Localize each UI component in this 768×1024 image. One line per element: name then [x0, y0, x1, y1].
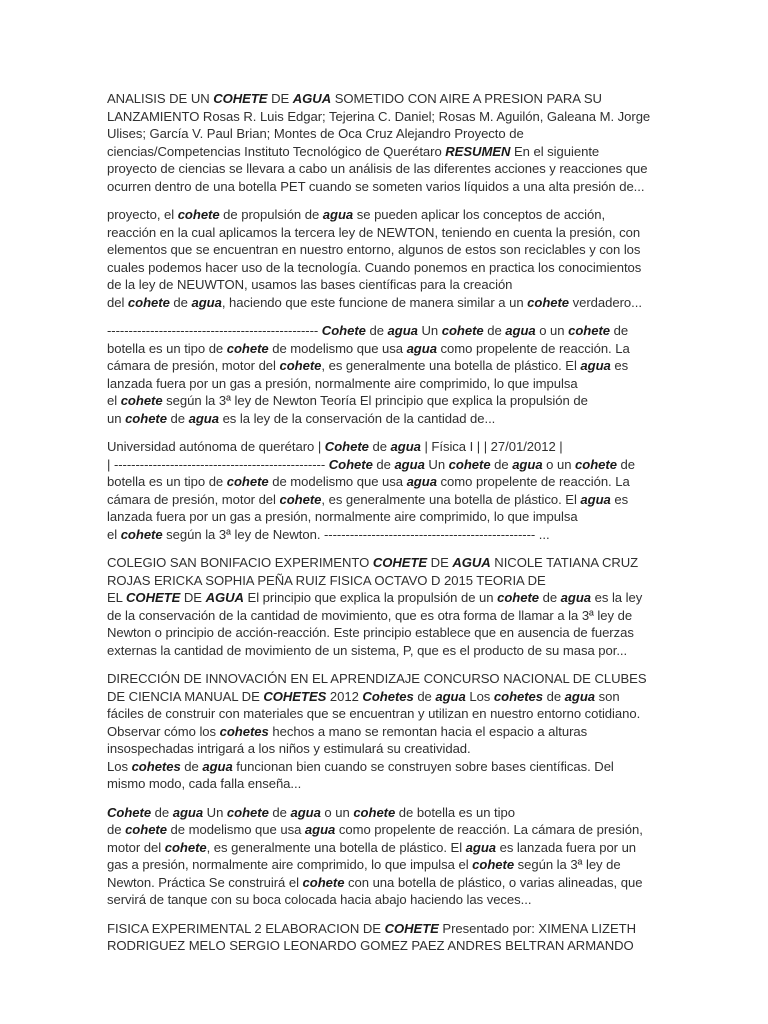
highlighted-keyword: COHETE — [126, 590, 181, 605]
snippet-text: de — [372, 456, 395, 472]
snippet-text: lanzada fuera por un gas a presión, normalmente aire comprimido, lo que impulsa — [107, 509, 578, 524]
snippet-line — [107, 143, 651, 161]
snippet-text: ------------------------------------------------- — [107, 323, 322, 338]
snippet-text: | Física I | | 27/01/2012 | — [420, 439, 563, 454]
snippet-text: Observar cómo los — [107, 723, 220, 739]
snippet-text: Los — [465, 688, 494, 704]
highlighted-keyword: cohetes — [131, 758, 181, 774]
snippet-text: de modelismo que usa — [268, 340, 407, 356]
snippet-text: de — [107, 822, 126, 837]
snippet-text: o un — [535, 323, 569, 338]
highlighted-keyword: agua — [406, 474, 437, 489]
snippet-text: FISICA EXPERIMENTAL 2 ELABORACION DE — [107, 920, 385, 936]
snippet-line — [107, 160, 651, 178]
snippet-line — [107, 705, 651, 723]
result-snippet — [107, 90, 651, 195]
snippet-text: Un — [424, 456, 449, 472]
snippet-text: servirá de tanque con su boca colocada hacia abajo haciendo las veces... — [107, 892, 532, 907]
snippet-line — [107, 357, 651, 375]
highlighted-keyword: agua — [505, 323, 536, 338]
snippet-text: de la conservación de la cantidad de movimiento, que es otra forma de llamar a la 3ª ley de — [107, 607, 633, 623]
snippet-text: reacción en la cual aplicamos la tercera ley de NEWTON, teniendo en cuenta la presión, con — [107, 224, 641, 240]
snippet-line — [107, 804, 651, 822]
snippet-text: Los — [107, 758, 132, 774]
snippet-line — [107, 392, 651, 410]
highlighted-keyword: agua — [564, 688, 596, 704]
highlighted-keyword: agua — [390, 439, 421, 454]
snippet-text: elementos que se encuentran en nuestro entorno, algunos de estos son reciclables y con los — [107, 242, 641, 257]
highlighted-keyword: COHETES — [263, 688, 327, 704]
highlighted-keyword: Cohetes — [362, 688, 414, 704]
highlighted-keyword: cohete — [127, 294, 170, 310]
snippet-text: como propelente de reacción. La — [436, 340, 630, 356]
highlighted-keyword: agua — [560, 590, 592, 605]
snippet-text: ANALISIS DE UN — [107, 91, 214, 106]
snippet-text: 2012 — [326, 688, 363, 704]
highlighted-keyword: RESUMEN — [445, 143, 511, 159]
snippet-line — [107, 294, 651, 312]
result-snippet — [107, 920, 651, 955]
snippet-line — [107, 90, 651, 108]
snippet-text: Newton. Práctica Se construirá el — [107, 874, 303, 890]
snippet-text: En el siguiente — [510, 143, 600, 159]
snippet-text: o un — [320, 804, 354, 820]
snippet-text: NICOLE TATIANA CRUZ — [490, 555, 639, 570]
snippet-line — [107, 206, 651, 224]
snippet-text: cámara de presión, motor del — [107, 491, 280, 507]
highlighted-keyword: cohete — [164, 839, 207, 855]
snippet-text: , es generalmente una botella de plástico. El — [321, 491, 581, 507]
snippet-text: como propelente de reacción. La cámara de presión, — [335, 822, 643, 837]
snippet-text: se pueden aplicar los conceptos de acción, — [353, 207, 606, 222]
highlighted-keyword: agua — [304, 822, 336, 837]
result-snippet — [107, 804, 651, 909]
snippet-text: Newton o principio de acción-reacción. Este principio establece que en ausencia de fuerzas — [107, 625, 634, 640]
snippet-line — [107, 758, 651, 776]
snippet-text: externas la cantidad de movimiento de un sistema, P, que es el producto de su masa por... — [107, 642, 628, 658]
snippet-text: SOMETIDO CON AIRE A PRESION PARA SU — [331, 91, 602, 106]
snippet-line — [107, 607, 651, 625]
snippet-text: es la ley — [591, 590, 643, 605]
snippet-text: según la 3ª ley de Newton. ------------------------------------------------- ... — [162, 526, 550, 542]
snippet-text: EL — [107, 590, 127, 605]
highlighted-keyword: cohetes — [219, 723, 269, 739]
snippet-text: o un — [542, 456, 576, 472]
snippet-text: , es generalmente una botella de plástico. El — [206, 839, 466, 855]
snippet-line — [107, 438, 651, 456]
snippet-text: motor del — [107, 839, 165, 855]
highlighted-keyword: agua — [172, 804, 204, 820]
highlighted-keyword: AGUA — [292, 91, 332, 106]
highlighted-keyword: agua — [580, 491, 611, 507]
highlighted-keyword: cohete — [575, 456, 617, 472]
snippet-text: de — [483, 323, 506, 338]
highlighted-keyword: agua — [322, 207, 354, 222]
snippet-line — [107, 108, 651, 126]
highlighted-keyword: cohete — [177, 207, 220, 222]
snippet-line — [107, 572, 651, 590]
snippet-text: verdadero... — [569, 294, 642, 310]
snippet-text: de — [368, 439, 391, 454]
snippet-line — [107, 322, 651, 340]
highlighted-keyword: cohete — [441, 323, 484, 338]
highlighted-keyword: cohete — [448, 456, 491, 472]
snippet-text: funcionan bien cuando se construyen sobre bases científicas. Del — [232, 758, 614, 774]
highlighted-keyword: COHETE — [384, 920, 439, 936]
snippet-text: DE — [267, 91, 293, 106]
snippet-text: es — [610, 491, 629, 507]
snippet-line — [107, 473, 651, 491]
result-snippet — [107, 438, 651, 543]
snippet-text: de la ley de NEUWTON, usamos las bases científicas para la creación — [107, 277, 513, 292]
snippet-text: de — [169, 294, 192, 310]
snippet-line — [107, 340, 651, 358]
snippet-text: DE CIENCIA MANUAL DE — [107, 688, 264, 704]
highlighted-keyword: cohete — [279, 358, 322, 373]
snippet-text: es lanzada fuera por un — [496, 839, 637, 855]
snippet-text: de — [543, 688, 565, 704]
snippet-text: insospechadas intrigará a los niños y estimulará su creatividad. — [107, 741, 471, 756]
snippet-text: Ulises; García V. Paul Brian; Montes de Oca Cruz Alejandro Proyecto de — [107, 126, 524, 141]
highlighted-keyword: agua — [580, 358, 611, 373]
highlighted-keyword: agua — [512, 456, 543, 472]
snippet-text: de — [268, 804, 291, 820]
highlighted-keyword: cohete — [226, 340, 269, 356]
snippet-text: de modelismo que usa — [268, 474, 407, 489]
snippet-line — [107, 125, 651, 143]
snippet-text: cámara de presión, motor del — [107, 358, 280, 373]
snippet-text: botella es un tipo de — [107, 474, 227, 489]
snippet-text: Un — [203, 804, 227, 820]
snippet-text: hechos a mano se remontan hacia el espacio a alturas — [268, 723, 588, 739]
snippet-text: de — [539, 590, 561, 605]
highlighted-keyword: cohete — [125, 410, 167, 426]
highlighted-keyword: agua — [188, 410, 219, 426]
snippet-line — [107, 624, 651, 642]
snippet-text: de propulsión de — [219, 207, 323, 222]
snippet-line — [107, 839, 651, 857]
highlighted-keyword: cohete — [302, 874, 345, 890]
snippet-line — [107, 178, 651, 196]
snippet-line — [107, 891, 651, 909]
snippet-text: DE — [427, 555, 453, 570]
snippet-text: un — [107, 410, 126, 426]
highlighted-keyword: Cohete — [328, 456, 373, 472]
highlighted-keyword: agua — [406, 340, 437, 356]
snippet-text: DIRECCIÓN DE INNOVACIÓN EN EL APRENDIZAJE CONCURSO NACIONAL DE CLUBES — [107, 671, 647, 686]
snippet-text: botella es un tipo de — [107, 340, 227, 356]
highlighted-keyword: cohete — [527, 294, 570, 310]
highlighted-keyword: COHETE — [213, 91, 268, 106]
snippet-text: son — [595, 688, 620, 704]
highlighted-keyword: agua — [465, 839, 497, 855]
snippet-text: LANZAMIENTO Rosas R. Luis Edgar; Tejerina C. Daniel; Rosas M. Aguilón, Galeana M. Jorge — [107, 108, 651, 124]
highlighted-keyword: cohetes — [493, 688, 544, 704]
highlighted-keyword: cohete — [226, 804, 269, 820]
highlighted-keyword: agua — [290, 804, 321, 820]
snippet-text: de — [610, 323, 629, 338]
snippet-line — [107, 775, 651, 793]
snippet-text: cuales podemos hacer uso de la tecnología. Cuando ponemos en practica los conocimientos — [107, 259, 642, 275]
snippet-text: Presentado por: XIMENA LIZETH — [438, 920, 636, 936]
highlighted-keyword: COHETE — [372, 555, 428, 570]
highlighted-keyword: cohete — [226, 474, 269, 489]
snippet-text: de — [151, 804, 173, 820]
snippet-line — [107, 723, 651, 741]
snippet-line — [107, 920, 651, 938]
highlighted-keyword: AGUA — [452, 555, 491, 570]
snippet-text: de — [365, 323, 388, 338]
snippet-text: de — [180, 758, 203, 774]
snippet-text: proyecto, el — [107, 207, 178, 222]
highlighted-keyword: Cohete — [324, 439, 369, 454]
snippet-text: , haciendo que este funcione de manera similar a un — [221, 294, 528, 310]
snippet-text: según la 3ª ley de — [514, 857, 621, 872]
snippet-line — [107, 554, 651, 572]
snippet-line — [107, 526, 651, 544]
snippet-text: proyecto de ciencias se llevara a cabo un análisis de las diferentes acciones y reacciones que — [107, 161, 648, 176]
snippet-text: Un — [417, 323, 442, 338]
result-snippet — [107, 322, 651, 427]
highlighted-keyword: cohete — [497, 590, 540, 605]
highlighted-keyword: agua — [435, 688, 466, 704]
snippet-text: de botella es un tipo — [395, 804, 515, 820]
snippet-text: de — [413, 688, 436, 704]
snippet-text: ocurren dentro de una botella PET cuando se someten varios líquidos a una alta presión de... — [107, 178, 645, 194]
snippet-text: , es generalmente una botella de plástico. El — [321, 358, 581, 373]
snippet-line — [107, 241, 651, 259]
highlighted-keyword: cohete — [120, 526, 163, 542]
snippet-line — [107, 491, 651, 509]
snippet-text: ROJAS ERICKA SOPHIA PEÑA RUIZ FISICA OCTAVO D 2015 TEORIA DE — [107, 572, 546, 588]
snippet-text: | ------------------------------------------------- — [107, 456, 329, 472]
snippet-text: según la 3ª ley de Newton Teoría El principio que explica la propulsión de — [162, 393, 588, 408]
highlighted-keyword: agua — [191, 294, 222, 310]
snippet-line — [107, 456, 651, 474]
highlighted-keyword: cohete — [120, 393, 163, 408]
snippet-line — [107, 259, 651, 277]
snippet-text: es — [610, 358, 629, 373]
snippet-text: con una botella de plástico, o varias alineadas, que — [344, 874, 643, 890]
snippet-line — [107, 224, 651, 242]
snippet-line — [107, 508, 651, 526]
snippet-text: COLEGIO SAN BONIFACIO EXPERIMENTO — [107, 555, 373, 570]
snippet-line — [107, 589, 651, 607]
snippet-line — [107, 642, 651, 660]
result-snippet — [107, 554, 651, 659]
snippet-line — [107, 740, 651, 758]
result-snippet — [107, 206, 651, 311]
snippet-line — [107, 276, 651, 294]
snippet-line — [107, 821, 651, 839]
snippet-text: de — [490, 456, 513, 472]
snippet-line — [107, 375, 651, 393]
snippet-line — [107, 688, 651, 706]
highlighted-keyword: cohete — [568, 323, 611, 338]
snippet-text: El principio que explica la propulsión de un — [243, 590, 498, 605]
highlighted-keyword: cohete — [472, 857, 515, 872]
highlighted-keyword: Cohete — [321, 323, 366, 338]
snippet-line — [107, 856, 651, 874]
snippet-text: de — [616, 456, 636, 472]
snippet-text: DE — [180, 590, 206, 605]
highlighted-keyword: cohete — [125, 822, 167, 837]
snippet-text: gas a presión, normalmente aire comprimido, lo que impulsa el — [107, 857, 473, 872]
snippet-text: de modelismo que usa — [166, 822, 305, 837]
snippet-text: Universidad autónoma de querétaro | — [107, 439, 325, 454]
snippet-text: RODRIGUEZ MELO SERGIO LEONARDO GOMEZ PAEZ ANDRES BELTRAN ARMANDO — [107, 938, 634, 953]
snippet-line — [107, 410, 651, 428]
snippet-line — [107, 670, 651, 688]
result-snippet — [107, 670, 651, 793]
snippet-line — [107, 874, 651, 892]
highlighted-keyword: agua — [394, 456, 425, 472]
snippet-text: como propelente de reacción. La — [436, 474, 630, 489]
snippet-text: ciencias/Competencias Instituto Tecnológico de Querétaro — [107, 143, 446, 159]
highlighted-keyword: cohete — [279, 491, 322, 507]
snippet-text: lanzada fuera por un gas a presión, normalmente aire comprimido, lo que impulsa — [107, 375, 578, 391]
snippet-text: el — [107, 393, 121, 408]
highlighted-keyword: agua — [202, 758, 233, 774]
snippet-line — [107, 937, 651, 955]
highlighted-keyword: Cohete — [107, 804, 152, 820]
snippet-text: es la ley de la conservación de la cantidad de... — [218, 410, 496, 426]
highlighted-keyword: cohete — [353, 804, 396, 820]
snippet-text: de — [166, 410, 189, 426]
snippet-text: del — [107, 294, 128, 310]
highlighted-keyword: AGUA — [205, 590, 244, 605]
snippet-text: fáciles de construir con materiales que se encuentran y utilizan en nuestro entorno cotidiano. — [107, 706, 641, 721]
snippet-text: el — [107, 526, 121, 542]
search-results-list — [107, 90, 651, 966]
highlighted-keyword: agua — [387, 323, 418, 338]
snippet-text: mismo modo, cada falla enseña... — [107, 776, 302, 791]
